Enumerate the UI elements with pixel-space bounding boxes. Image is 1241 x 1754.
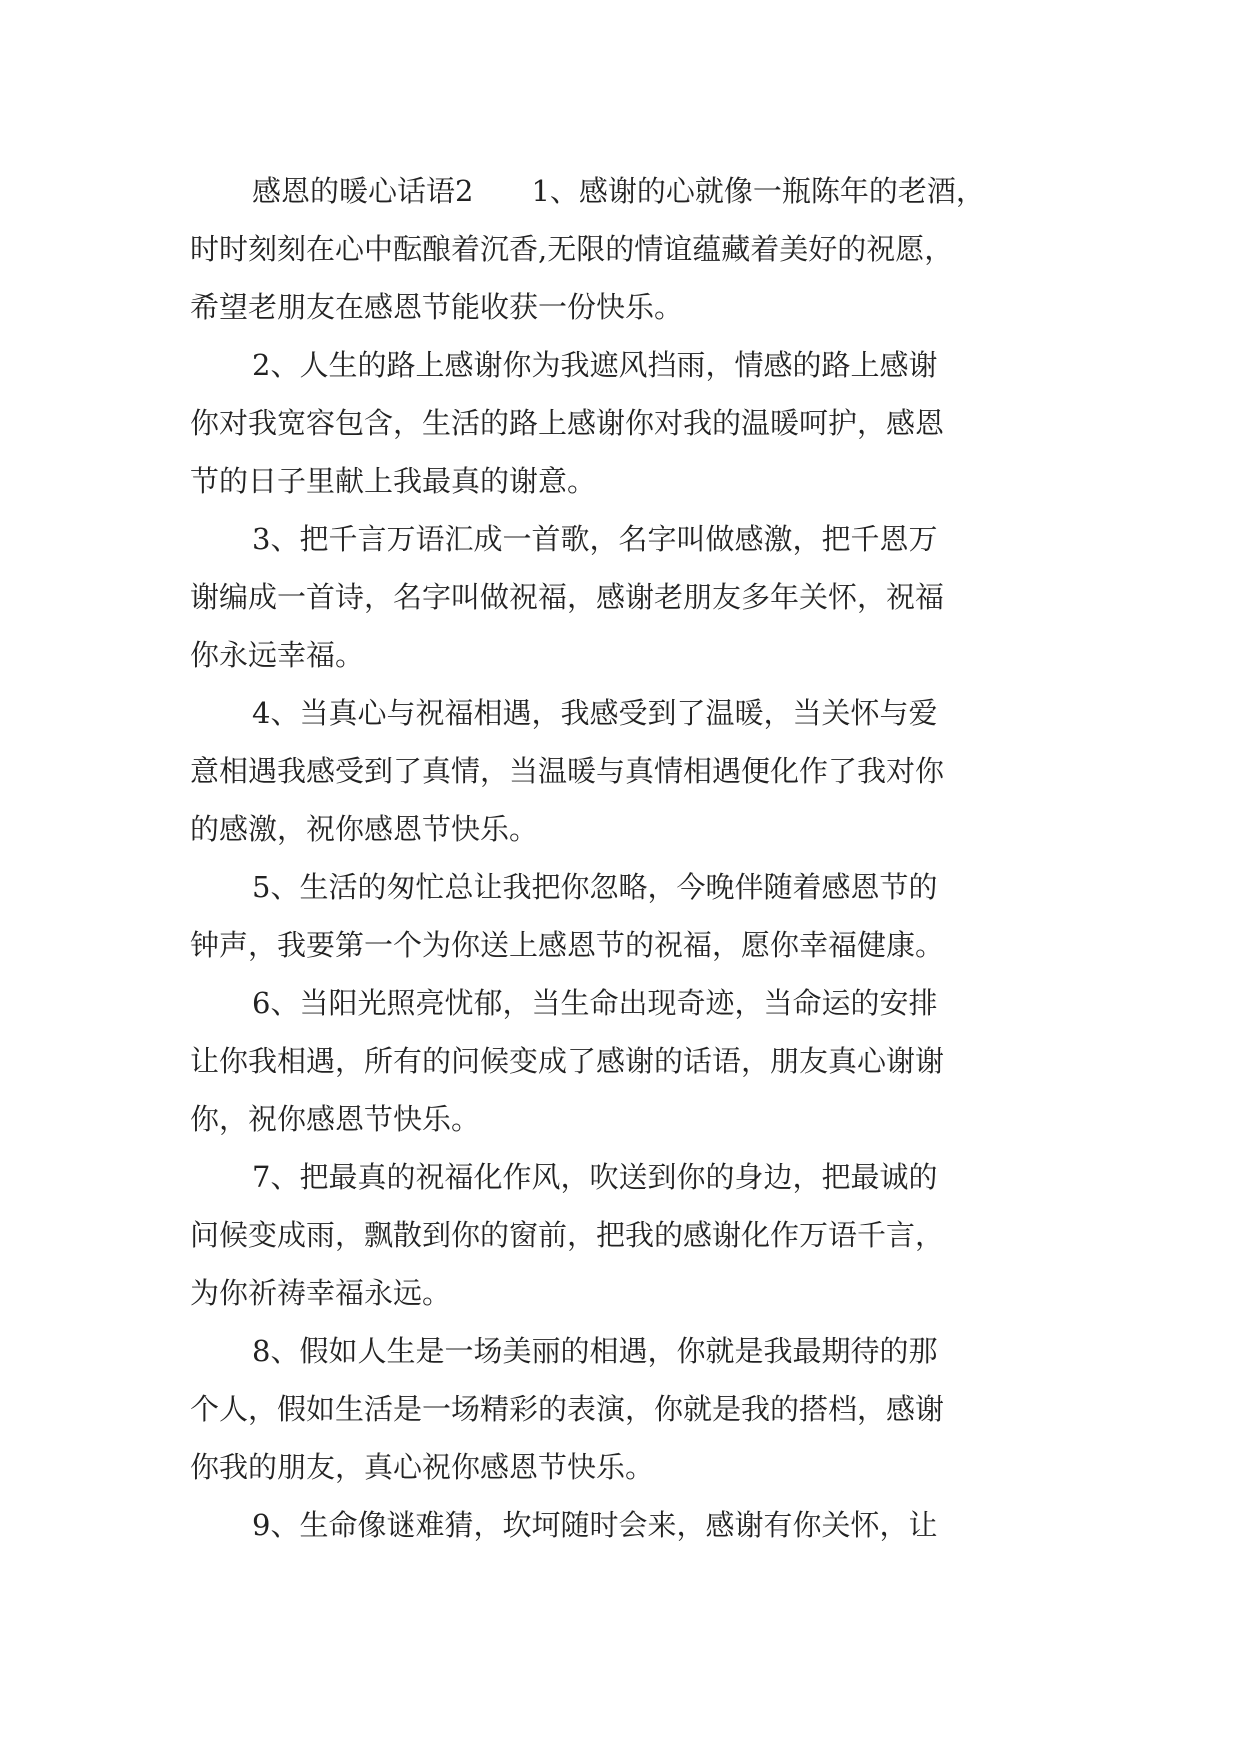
paragraph-7 (190, 1148, 1090, 1322)
text-line: 你对我宽容包含，生活的路上感谢你对我的温暖呵护，感恩 (190, 406, 945, 440)
text-line: 6、当阳光照亮忧郁，当生命出现奇迹，当命运的安排 (252, 986, 938, 1020)
text-line: 钟声，我要第一个为你送上感恩节的祝福，愿你幸福健康。 (190, 928, 945, 962)
text-line: 你我的朋友，真心祝你感恩节快乐。 (190, 1450, 655, 1484)
paragraph-3 (190, 510, 1090, 684)
document-body (190, 162, 1090, 1554)
text-line: 个人，假如生活是一场精彩的表演，你就是我的搭档，感谢 (190, 1392, 945, 1426)
paragraph-4 (190, 684, 1090, 858)
paragraph-6 (190, 974, 1090, 1148)
paragraph-8 (190, 1322, 1090, 1496)
text-line: 让你我相遇，所有的问候变成了感谢的话语，朋友真心谢谢 (190, 1044, 945, 1078)
text-line: 5、生活的匆忙总让我把你忽略，今晚伴随着感恩节的 (252, 870, 938, 904)
paragraph-2 (190, 336, 1090, 510)
text-line: 4、当真心与祝福相遇，我感受到了温暖，当关怀与爱 (252, 696, 938, 730)
text-line: 意相遇我感受到了真情，当温暖与真情相遇便化作了我对你 (190, 754, 945, 788)
text-line: 为你祈祷幸福永远。 (190, 1276, 452, 1310)
text-line: 8、假如人生是一场美丽的相遇，你就是我最期待的那 (252, 1334, 938, 1368)
text-line: 2、人生的路上感谢你为我遮风挡雨，情感的路上感谢 (252, 348, 938, 382)
paragraph-1 (190, 162, 1090, 336)
text-line: 问候变成雨，飘散到你的窗前，把我的感谢化作万语千言， (190, 1218, 945, 1252)
text-line: 希望老朋友在感恩节能收获一份快乐。 (190, 290, 684, 324)
paragraph-9 (190, 1496, 1090, 1554)
text-line: 7、把最真的祝福化作风，吹送到你的身边，把最诚的 (252, 1160, 938, 1194)
text-line: 的感激，祝你感恩节快乐。 (190, 812, 539, 846)
text-line: 时时刻刻在心中酝酿着沉香,无限的情谊蕴藏着美好的祝愿， (190, 232, 954, 266)
text-line: 3、把千言万语汇成一首歌，名字叫做感激，把千恩万 (252, 522, 938, 556)
paragraph-5 (190, 858, 1090, 974)
text-line: 你永远幸福。 (190, 638, 365, 672)
text-line: 你，祝你感恩节快乐。 (190, 1102, 481, 1136)
text-line: 节的日子里献上我最真的谢意。 (190, 464, 597, 498)
text-line: 9、生命像谜难猜，坎坷随时会来，感谢有你关怀，让 (252, 1508, 938, 1542)
text-line: 谢编成一首诗，名字叫做祝福，感谢老朋友多年关怀，祝福 (190, 580, 945, 614)
text-line: 感恩的暖心话语2 1、感谢的心就像一瓶陈年的老酒， (252, 174, 985, 208)
